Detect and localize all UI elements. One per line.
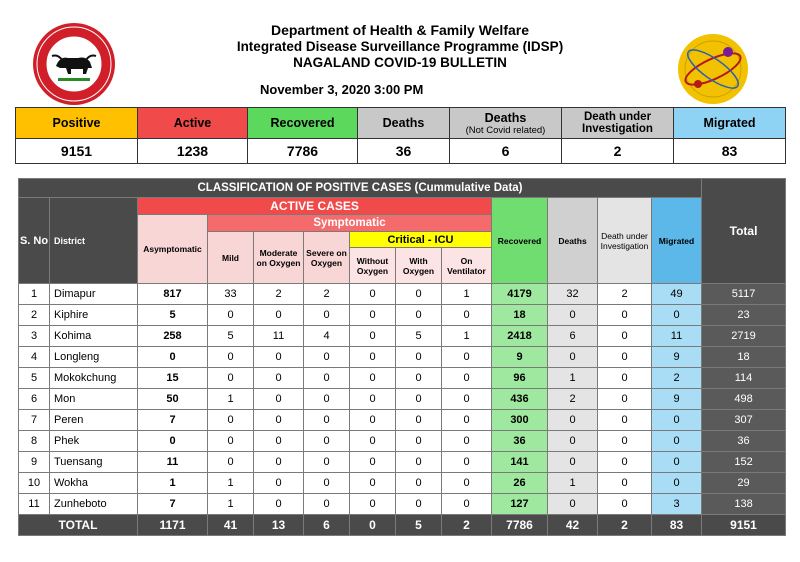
cell-with-oxygen: 0	[396, 305, 442, 326]
cell-asymptomatic: 50	[138, 389, 208, 410]
col-total: Total	[702, 179, 786, 284]
cell-asymptomatic: 817	[138, 284, 208, 305]
cell-on-ventilator: 0	[442, 368, 492, 389]
total-deaths: 42	[548, 515, 598, 536]
cell-sno: 2	[19, 305, 50, 326]
summary-label-migrated: Migrated	[674, 108, 786, 139]
cell-deaths: 0	[548, 452, 598, 473]
cell-without-oxygen: 0	[350, 326, 396, 347]
cell-death-investigation: 0	[598, 473, 652, 494]
cell-without-oxygen: 0	[350, 305, 396, 326]
table-row	[19, 305, 786, 326]
cell-death-investigation: 0	[598, 494, 652, 515]
cell-with-oxygen: 0	[396, 494, 442, 515]
cell-severe: 4	[304, 326, 350, 347]
cell-asymptomatic: 258	[138, 326, 208, 347]
col-mild: Mild	[208, 232, 254, 284]
summary-label-death-investigation: Death under Investigation	[562, 108, 674, 139]
summary-value-recovered: 7786	[248, 139, 358, 164]
summary-table	[15, 107, 786, 164]
cell-total: 138	[702, 494, 786, 515]
cell-asymptomatic: 11	[138, 452, 208, 473]
cell-migrated: 0	[652, 452, 702, 473]
cell-deaths: 0	[548, 347, 598, 368]
cell-recovered: 9	[492, 347, 548, 368]
cell-migrated: 3	[652, 494, 702, 515]
cell-mild: 0	[208, 431, 254, 452]
col-asymptomatic: Asymptomatic	[138, 215, 208, 284]
cell-with-oxygen: 0	[396, 452, 442, 473]
cell-without-oxygen: 0	[350, 494, 396, 515]
district-rows	[19, 284, 786, 515]
cell-sno: 5	[19, 368, 50, 389]
cell-death-investigation: 0	[598, 347, 652, 368]
cell-with-oxygen: 0	[396, 284, 442, 305]
cell-recovered: 436	[492, 389, 548, 410]
cell-without-oxygen: 0	[350, 452, 396, 473]
table-row	[19, 452, 786, 473]
cell-on-ventilator: 1	[442, 326, 492, 347]
cell-severe: 0	[304, 347, 350, 368]
cell-asymptomatic: 7	[138, 410, 208, 431]
cell-without-oxygen: 0	[350, 431, 396, 452]
cell-asymptomatic: 15	[138, 368, 208, 389]
cell-moderate: 0	[254, 473, 304, 494]
cell-on-ventilator: 0	[442, 389, 492, 410]
total-severe: 6	[304, 515, 350, 536]
cell-sno: 8	[19, 431, 50, 452]
cell-deaths: 0	[548, 410, 598, 431]
table-row	[19, 326, 786, 347]
table-row	[19, 410, 786, 431]
summary-value-deaths: 36	[358, 139, 450, 164]
col-migrated: Migrated	[652, 198, 702, 284]
cell-mild: 5	[208, 326, 254, 347]
cell-on-ventilator: 0	[442, 305, 492, 326]
cell-severe: 0	[304, 410, 350, 431]
summary-value-active: 1238	[138, 139, 248, 164]
bulletin-date: November 3, 2020 3:00 PM	[260, 82, 424, 97]
critical-icu-header: Critical - ICU	[350, 232, 492, 248]
summary-label-active: Active	[138, 108, 248, 139]
cell-district: Longleng	[50, 347, 138, 368]
cell-mild: 0	[208, 452, 254, 473]
cell-recovered: 127	[492, 494, 548, 515]
cell-migrated: 49	[652, 284, 702, 305]
cell-total: 307	[702, 410, 786, 431]
cell-severe: 0	[304, 368, 350, 389]
bulletin-title: NAGALAND COVID-19 BULLETIN	[293, 55, 507, 70]
cell-with-oxygen: 0	[396, 473, 442, 494]
total-asymptomatic: 1171	[138, 515, 208, 536]
cell-moderate: 11	[254, 326, 304, 347]
cell-migrated: 0	[652, 431, 702, 452]
cell-district: Kohima	[50, 326, 138, 347]
department-title: Department of Health & Family Welfare	[270, 22, 530, 38]
summary-label-deaths: Deaths	[358, 108, 450, 139]
cell-without-oxygen: 0	[350, 284, 396, 305]
active-cases-header: ACTIVE CASES	[138, 198, 492, 215]
cell-death-investigation: 0	[598, 410, 652, 431]
cell-migrated: 0	[652, 410, 702, 431]
cell-on-ventilator: 0	[442, 347, 492, 368]
cell-sno: 3	[19, 326, 50, 347]
cell-on-ventilator: 0	[442, 473, 492, 494]
cell-with-oxygen: 0	[396, 389, 442, 410]
cell-recovered: 141	[492, 452, 548, 473]
summary-deaths-note: (Not Covid related)	[465, 124, 546, 136]
cell-sno: 7	[19, 410, 50, 431]
cell-recovered: 26	[492, 473, 548, 494]
cell-asymptomatic: 7	[138, 494, 208, 515]
cell-asymptomatic: 5	[138, 305, 208, 326]
cell-without-oxygen: 0	[350, 389, 396, 410]
total-without-oxygen: 0	[350, 515, 396, 536]
cell-moderate: 0	[254, 431, 304, 452]
summary-value-death-investigation: 2	[562, 139, 674, 164]
col-on-ventilator: On Ventilator	[442, 248, 492, 284]
total-migrated: 83	[652, 515, 702, 536]
cell-deaths: 0	[548, 305, 598, 326]
cell-recovered: 96	[492, 368, 548, 389]
cell-district: Zunheboto	[50, 494, 138, 515]
cell-mild: 1	[208, 473, 254, 494]
cell-moderate: 0	[254, 410, 304, 431]
cell-death-investigation: 2	[598, 284, 652, 305]
table-row	[19, 389, 786, 410]
cell-moderate: 0	[254, 368, 304, 389]
cell-total: 152	[702, 452, 786, 473]
cell-district: Kiphire	[50, 305, 138, 326]
table-row	[19, 368, 786, 389]
table-title: CLASSIFICATION OF POSITIVE CASES (Cummulative Data)	[19, 179, 702, 198]
symptomatic-header: Symptomatic	[208, 215, 492, 232]
cell-sno: 1	[19, 284, 50, 305]
cell-without-oxygen: 0	[350, 347, 396, 368]
cell-death-investigation: 0	[598, 326, 652, 347]
cell-with-oxygen: 5	[396, 326, 442, 347]
cell-migrated: 0	[652, 473, 702, 494]
cell-total: 114	[702, 368, 786, 389]
col-recovered: Recovered	[492, 198, 548, 284]
cell-death-investigation: 0	[598, 431, 652, 452]
cell-asymptomatic: 0	[138, 347, 208, 368]
cell-district: Mokokchung	[50, 368, 138, 389]
programme-title: Integrated Disease Surveillance Programme (IDSP)	[236, 39, 564, 54]
cell-migrated: 9	[652, 347, 702, 368]
table-row	[19, 494, 786, 515]
cell-deaths: 0	[548, 431, 598, 452]
total-moderate: 13	[254, 515, 304, 536]
cell-moderate: 0	[254, 305, 304, 326]
cell-total: 23	[702, 305, 786, 326]
classification-table	[18, 178, 786, 536]
cell-district: Dimapur	[50, 284, 138, 305]
total-label: TOTAL	[19, 515, 138, 536]
summary-label-positive: Positive	[16, 108, 138, 139]
cell-severe: 0	[304, 431, 350, 452]
cell-mild: 0	[208, 410, 254, 431]
total-on-ventilator: 2	[442, 515, 492, 536]
col-with-oxygen: With Oxygen	[396, 248, 442, 284]
cell-recovered: 2418	[492, 326, 548, 347]
cell-deaths: 0	[548, 494, 598, 515]
cell-migrated: 0	[652, 305, 702, 326]
cell-with-oxygen: 0	[396, 410, 442, 431]
cell-sno: 10	[19, 473, 50, 494]
cell-severe: 0	[304, 473, 350, 494]
cell-sno: 6	[19, 389, 50, 410]
total-total: 9151	[702, 515, 786, 536]
cell-with-oxygen: 0	[396, 347, 442, 368]
summary-label-deaths-text: Deaths	[484, 110, 527, 125]
total-mild: 41	[208, 515, 254, 536]
cell-district: Phek	[50, 431, 138, 452]
summary-label-deaths-non-covid	[450, 108, 562, 139]
cell-migrated: 9	[652, 389, 702, 410]
cell-mild: 33	[208, 284, 254, 305]
col-district: District	[50, 198, 138, 284]
total-recovered: 7786	[492, 515, 548, 536]
total-row	[19, 515, 786, 536]
cell-mild: 0	[208, 305, 254, 326]
cell-moderate: 0	[254, 389, 304, 410]
cell-severe: 0	[304, 452, 350, 473]
cell-total: 36	[702, 431, 786, 452]
cell-sno: 4	[19, 347, 50, 368]
cell-death-investigation: 0	[598, 452, 652, 473]
cell-without-oxygen: 0	[350, 473, 396, 494]
cell-asymptomatic: 1	[138, 473, 208, 494]
cell-total: 5117	[702, 284, 786, 305]
total-death-investigation: 2	[598, 515, 652, 536]
cell-mild: 1	[208, 389, 254, 410]
cell-with-oxygen: 0	[396, 368, 442, 389]
cell-district: Wokha	[50, 473, 138, 494]
cell-recovered: 300	[492, 410, 548, 431]
cell-severe: 0	[304, 494, 350, 515]
table-row	[19, 347, 786, 368]
cell-mild: 0	[208, 347, 254, 368]
cell-district: Peren	[50, 410, 138, 431]
cell-recovered: 18	[492, 305, 548, 326]
cell-district: Tuensang	[50, 452, 138, 473]
summary-label-recovered: Recovered	[248, 108, 358, 139]
total-with-oxygen: 5	[396, 515, 442, 536]
col-without-oxygen: Without Oxygen	[350, 248, 396, 284]
cell-asymptomatic: 0	[138, 431, 208, 452]
cell-death-investigation: 0	[598, 368, 652, 389]
table-row	[19, 284, 786, 305]
cell-moderate: 0	[254, 452, 304, 473]
cell-without-oxygen: 0	[350, 368, 396, 389]
cell-severe: 0	[304, 305, 350, 326]
summary-value-migrated: 83	[674, 139, 786, 164]
cell-on-ventilator: 0	[442, 410, 492, 431]
summary-value-positive: 9151	[16, 139, 138, 164]
cell-total: 18	[702, 347, 786, 368]
col-moderate-oxygen: Moderate on Oxygen	[254, 232, 304, 284]
cell-death-investigation: 0	[598, 389, 652, 410]
table-row	[19, 431, 786, 452]
table-row	[19, 473, 786, 494]
col-deaths: Deaths	[548, 198, 598, 284]
cell-on-ventilator: 0	[442, 494, 492, 515]
cell-on-ventilator: 1	[442, 284, 492, 305]
cell-total: 29	[702, 473, 786, 494]
cell-moderate: 2	[254, 284, 304, 305]
cell-without-oxygen: 0	[350, 410, 396, 431]
cell-moderate: 0	[254, 494, 304, 515]
cell-severe: 0	[304, 389, 350, 410]
cell-deaths: 32	[548, 284, 598, 305]
cell-sno: 9	[19, 452, 50, 473]
cell-mild: 1	[208, 494, 254, 515]
col-death-investigation: Death under Investigation	[598, 198, 652, 284]
cell-with-oxygen: 0	[396, 431, 442, 452]
cell-recovered: 36	[492, 431, 548, 452]
cell-district: Mon	[50, 389, 138, 410]
cell-deaths: 6	[548, 326, 598, 347]
col-severe-oxygen: Severe on Oxygen	[304, 232, 350, 284]
cell-deaths: 2	[548, 389, 598, 410]
cell-sno: 11	[19, 494, 50, 515]
col-sno: S. No	[19, 198, 50, 284]
cell-death-investigation: 0	[598, 305, 652, 326]
cell-on-ventilator: 0	[442, 431, 492, 452]
cell-recovered: 4179	[492, 284, 548, 305]
cell-total: 2719	[702, 326, 786, 347]
cell-migrated: 2	[652, 368, 702, 389]
cell-migrated: 11	[652, 326, 702, 347]
cell-total: 498	[702, 389, 786, 410]
cell-on-ventilator: 0	[442, 452, 492, 473]
cell-deaths: 1	[548, 368, 598, 389]
cell-moderate: 0	[254, 347, 304, 368]
cell-deaths: 1	[548, 473, 598, 494]
cell-mild: 0	[208, 368, 254, 389]
summary-value-deaths-non-covid: 6	[450, 139, 562, 164]
cell-severe: 2	[304, 284, 350, 305]
